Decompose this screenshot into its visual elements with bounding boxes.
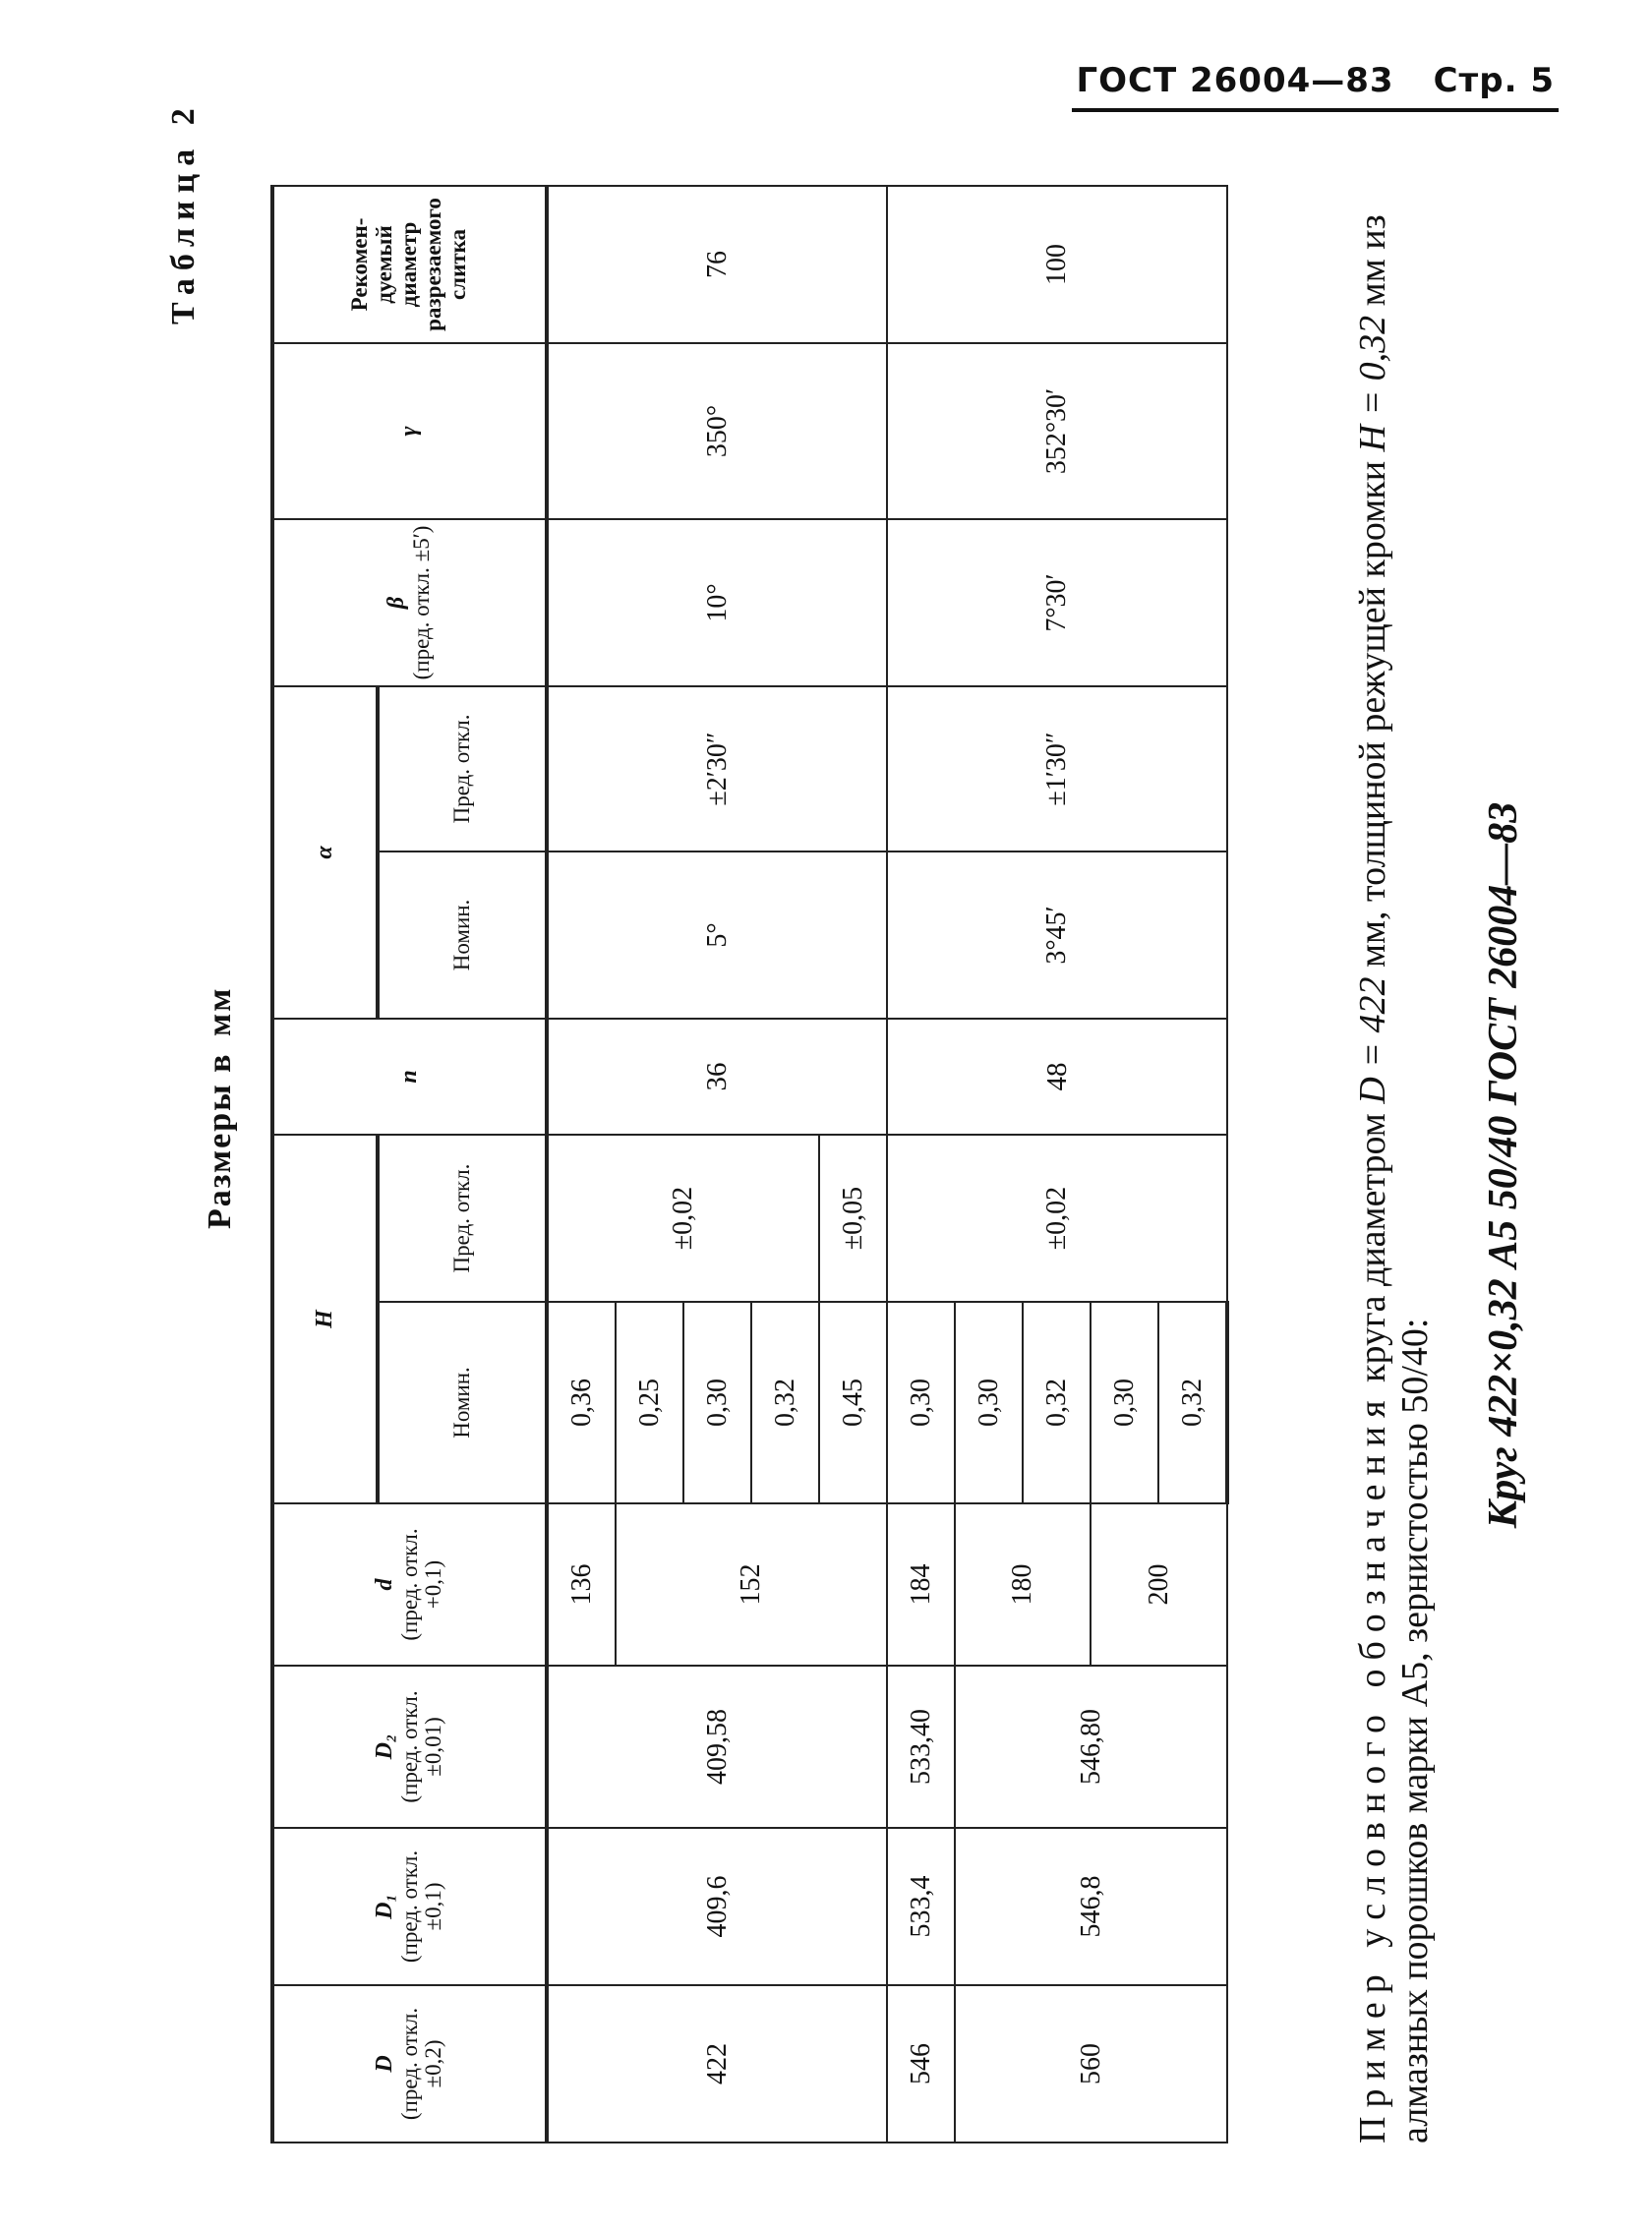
example-text2: мм, толщиной режущей кромки xyxy=(1352,451,1393,977)
cell-H-nom: 0,32 xyxy=(1158,1302,1227,1503)
col-header-gamma: γ xyxy=(272,343,547,519)
col-header-D1: D₁ (пред. откл. ±0,1) xyxy=(272,1828,547,1985)
cell-D2: 546,80 xyxy=(955,1666,1227,1828)
col-header-beta: β (пред. откл. ±5′) xyxy=(272,519,547,686)
col-header-H-dev: Пред. откл. xyxy=(378,1135,547,1302)
cell-H-nom: 0,30 xyxy=(887,1302,955,1503)
cell-H-nom: 0,30 xyxy=(1091,1302,1158,1503)
cell-H-nom: 0,30 xyxy=(955,1302,1023,1503)
cell-H-dev: ±0,02 xyxy=(547,1135,819,1302)
col-header-D2: D₂ (пред. откл. ±0,01) xyxy=(272,1666,547,1828)
cell-D1: 533,4 xyxy=(887,1828,955,1985)
cell-alpha-dev: ±2′30″ xyxy=(547,686,887,851)
example-text3: мм из алмазных порошков марки А5, зернистостью 50/40: xyxy=(1352,214,1436,2143)
col-header-H: H xyxy=(272,1135,378,1503)
cell-beta: 7°30′ xyxy=(887,519,1227,686)
cell-n: 36 xyxy=(547,1019,887,1135)
cell-d: 184 xyxy=(887,1503,955,1666)
page-number: Стр. 5 xyxy=(1433,61,1555,100)
cell-D1: 546,8 xyxy=(955,1828,1227,1985)
cell-d: 136 xyxy=(547,1503,616,1666)
cell-d: 200 xyxy=(1091,1503,1227,1666)
cell-H-dev: ±0,02 xyxy=(887,1135,1227,1302)
rotated-content xyxy=(157,100,1622,2173)
cell-H-nom: 0,25 xyxy=(616,1302,683,1503)
cell-alpha-dev: ±1′30″ xyxy=(887,686,1227,851)
subtitle-prefix: Размеры в xyxy=(202,1052,238,1229)
example-prefix: Пример условного обозначения xyxy=(1352,1391,1393,2143)
cell-alpha-nom: 3°45′ xyxy=(887,851,1227,1019)
cell-D: 560 xyxy=(955,1985,1227,2143)
cell-d: 152 xyxy=(616,1503,887,1666)
example-D-expr: D = 422 xyxy=(1352,976,1393,1104)
example-paragraph xyxy=(1352,187,1436,2143)
standard-number: ГОСТ 26004—83 xyxy=(1076,61,1394,100)
cell-recommended: 76 xyxy=(547,186,887,343)
cell-H-dev: ±0,05 xyxy=(819,1135,887,1302)
example-H-expr: H = 0,32 xyxy=(1352,315,1393,452)
cell-D2: 409,58 xyxy=(547,1666,887,1828)
col-header-alpha-dev: Пред. откл. xyxy=(378,686,547,851)
col-header-d: d (пред. откл. +0,1) xyxy=(272,1503,547,1666)
cell-recommended: 100 xyxy=(887,186,1227,343)
cell-H-nom: 0,45 xyxy=(819,1302,887,1503)
col-header-recommended: Рекомен-дуемый диаметр разрезаемого слитка xyxy=(272,186,547,343)
cell-D: 422 xyxy=(547,1985,887,2143)
table-subtitle xyxy=(202,987,239,1229)
designation-example: Круг 422×0,32 А5 50/40 ГОСТ 26004—83 xyxy=(1481,801,1526,1529)
col-header-H-nom: Номин. xyxy=(378,1302,547,1503)
dimensions-table xyxy=(270,187,1229,2143)
cell-gamma: 352°30′ xyxy=(887,343,1227,519)
table-label: Таблица 2 xyxy=(165,100,202,324)
subtitle-unit: мм xyxy=(202,986,238,1036)
cell-H-nom: 0,32 xyxy=(751,1302,819,1503)
cell-gamma: 350° xyxy=(547,343,887,519)
page-header xyxy=(1072,57,1559,112)
col-header-D: D (пред. откл. ±0,2) xyxy=(272,1985,547,2143)
col-header-alpha: α xyxy=(272,686,378,1019)
cell-D: 546 xyxy=(887,1985,955,2143)
cell-n: 48 xyxy=(887,1019,1227,1135)
cell-beta: 10° xyxy=(547,519,887,686)
cell-H-nom: 0,32 xyxy=(1023,1302,1091,1503)
cell-H-nom: 0,36 xyxy=(547,1302,616,1503)
cell-D1: 409,6 xyxy=(547,1828,887,1985)
example-text1: круга диаметром xyxy=(1352,1103,1393,1392)
cell-D2: 533,40 xyxy=(887,1666,955,1828)
col-header-n: n xyxy=(272,1019,547,1135)
cell-H-nom: 0,30 xyxy=(683,1302,751,1503)
cell-alpha-nom: 5° xyxy=(547,851,887,1019)
cell-d: 180 xyxy=(955,1503,1091,1666)
col-header-alpha-nom: Номин. xyxy=(378,851,547,1019)
